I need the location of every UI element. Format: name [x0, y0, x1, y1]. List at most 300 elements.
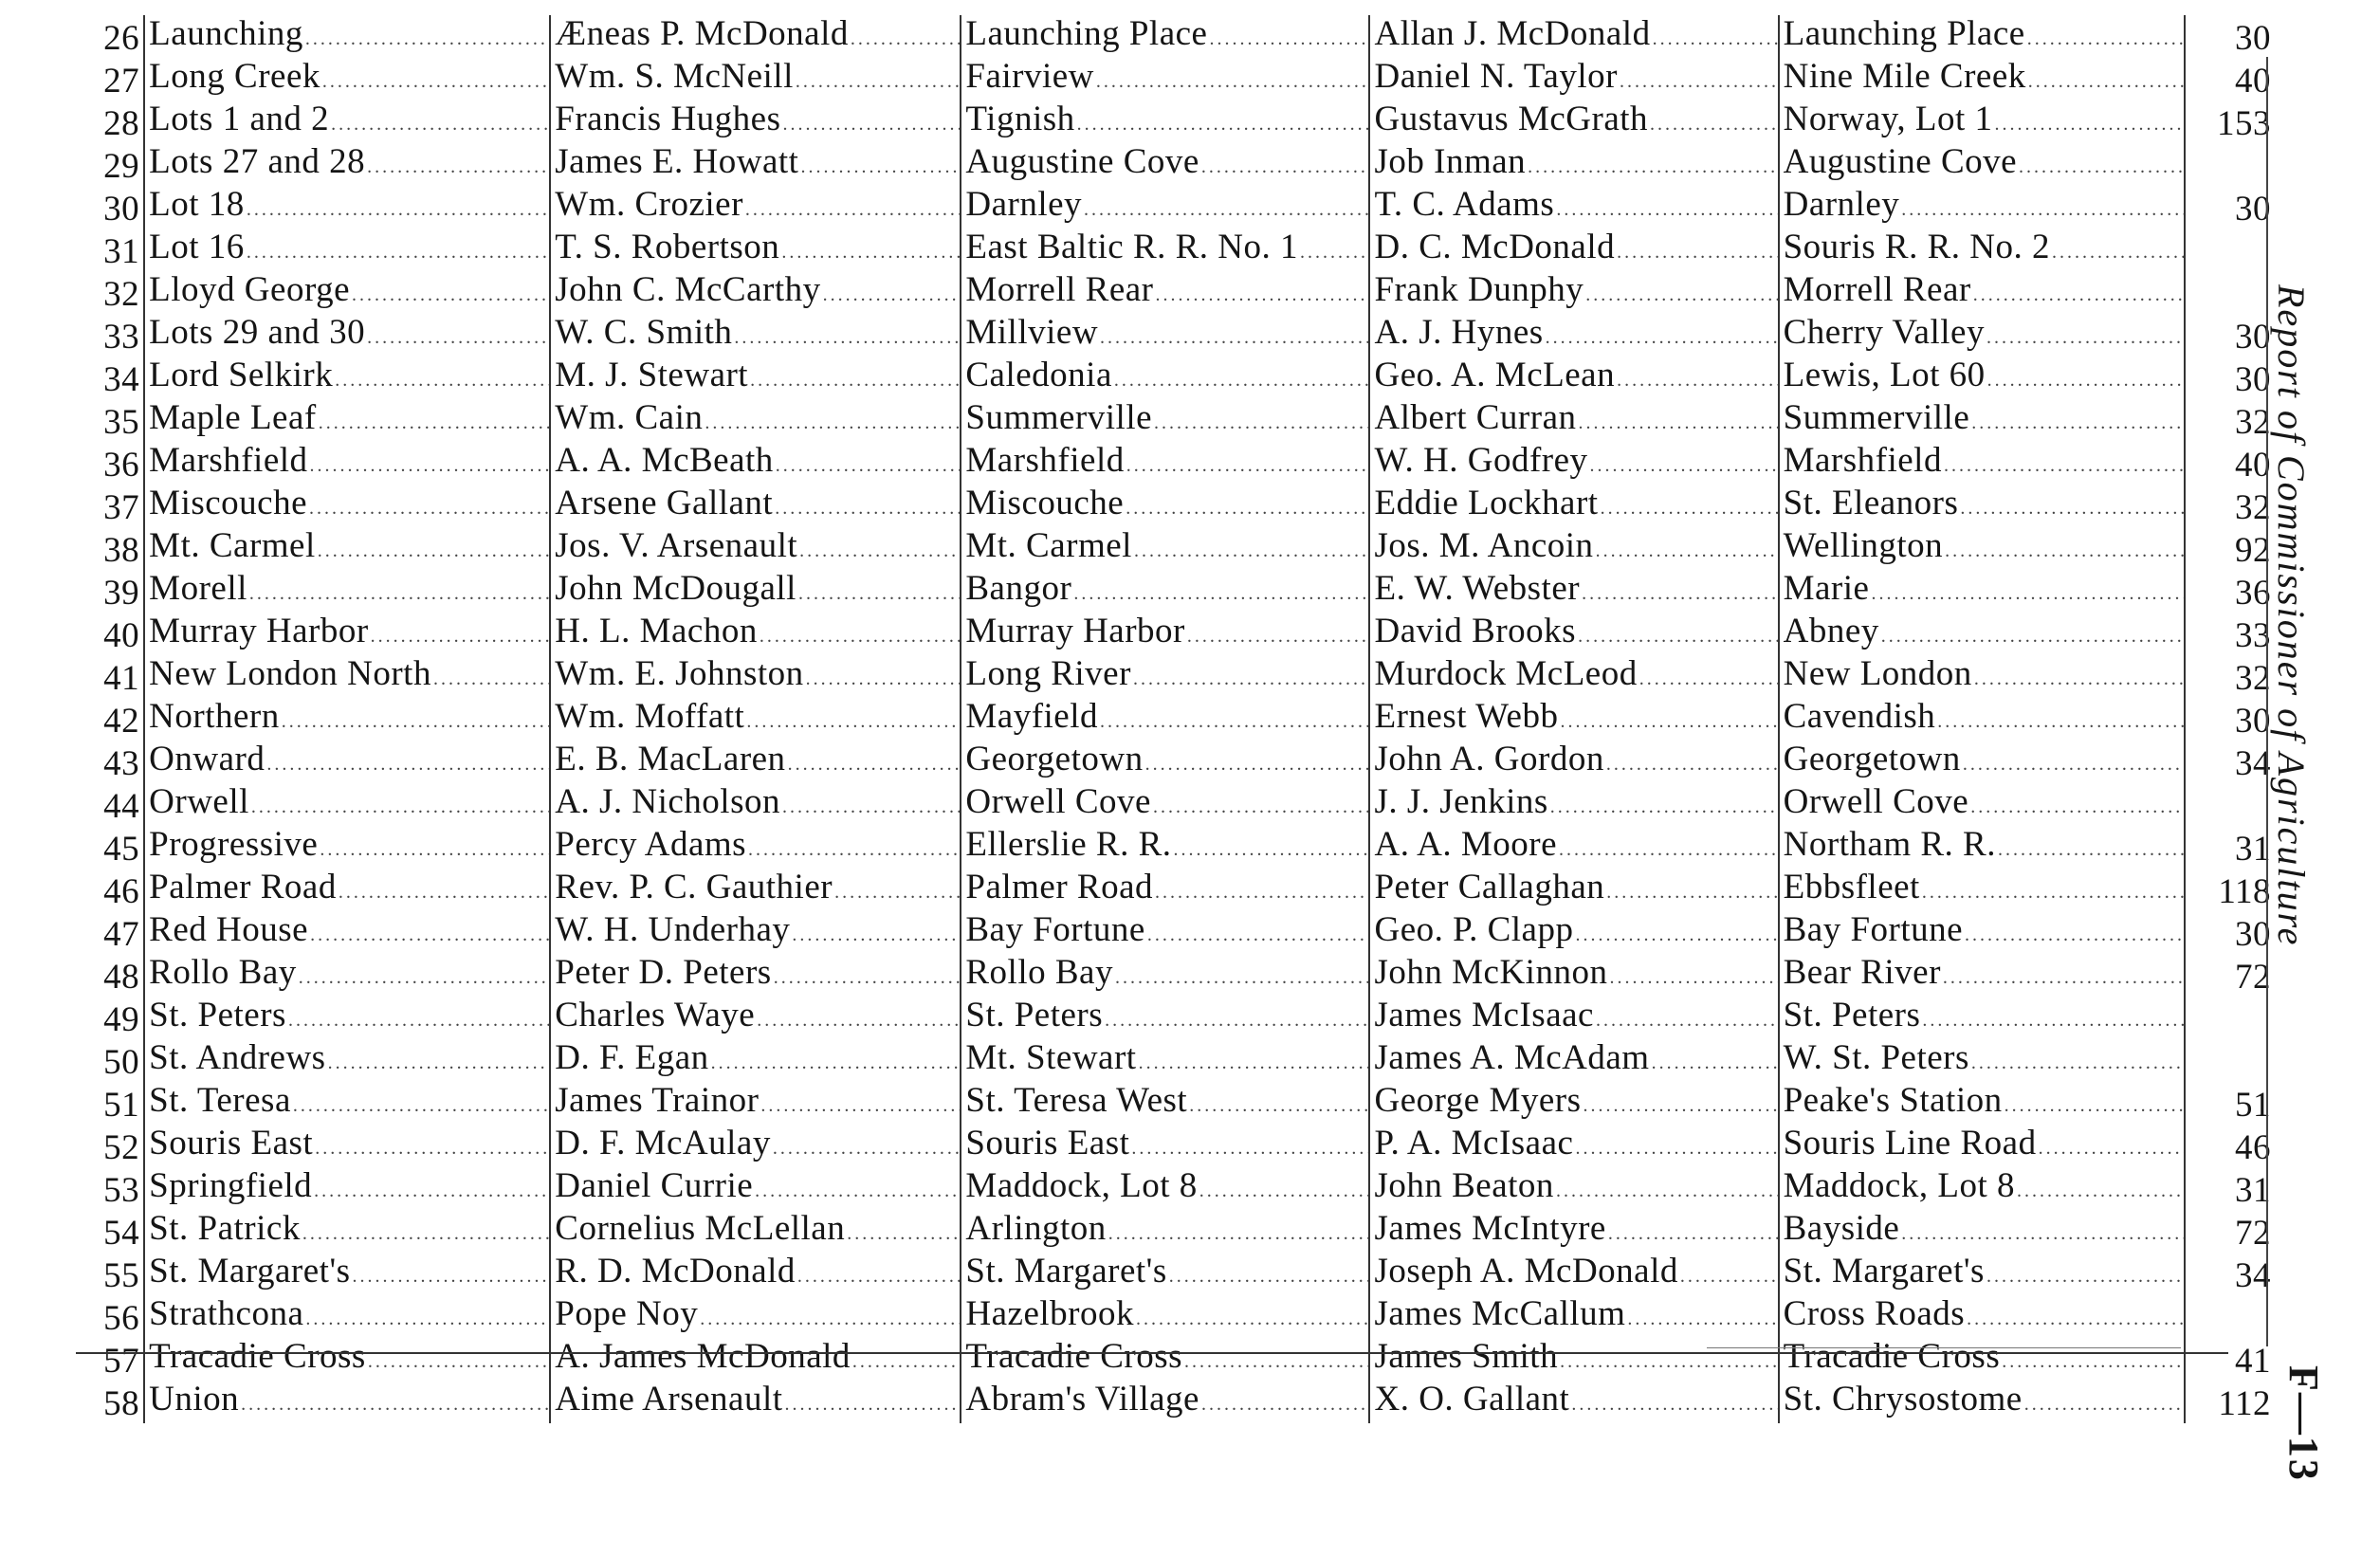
- secretary-address-wrap: [1780, 613, 2184, 655]
- secretary-address-wrap: [1780, 954, 2184, 997]
- leader-dots: [2005, 1087, 2184, 1125]
- president-address-cell: [961, 1039, 1369, 1082]
- secretary-name-cell: [1369, 485, 1778, 527]
- leader-dots: [319, 404, 550, 442]
- row-number: 39: [103, 574, 140, 613]
- president-address: St. Teresa West: [965, 1082, 1188, 1120]
- leader-dots: [1169, 1257, 1369, 1295]
- secretary-address: Marshfield: [1783, 442, 1942, 480]
- secretary-name-wrap: [1370, 1167, 1777, 1210]
- secretary-address-cell: [1779, 357, 2185, 399]
- president-name-wrap: [551, 143, 960, 186]
- secretary-name-wrap: [1370, 954, 1777, 997]
- secretary-address-wrap: [1780, 783, 2184, 826]
- members-count: 40: [2185, 58, 2280, 101]
- row-number: 33: [103, 318, 140, 357]
- president-name-cell: [550, 485, 961, 527]
- secretary-address-wrap: [1780, 58, 2184, 101]
- secretary-address-cell: [1779, 58, 2185, 101]
- secretary-name-cell: [1369, 741, 1778, 783]
- secretary-address-cell: [1779, 1338, 2185, 1381]
- president-name-wrap: [551, 698, 960, 741]
- president-address: Georgetown: [965, 741, 1144, 778]
- members-count: 92: [2185, 527, 2280, 570]
- table-row: [76, 229, 2280, 271]
- society-name-wrap: [145, 101, 549, 143]
- president-name-wrap: [551, 911, 960, 954]
- leader-dots: [1945, 532, 2184, 570]
- secretary-name: P. A. McIsaac: [1374, 1125, 1574, 1162]
- president-address-wrap: [961, 869, 1368, 911]
- society-name-cell: [144, 1125, 550, 1167]
- society-name-cell: [144, 1381, 550, 1423]
- leader-dots: [1585, 276, 1777, 314]
- societies-table: [76, 15, 2280, 1423]
- society-name: Springfield: [149, 1167, 313, 1205]
- leader-dots: [792, 916, 960, 954]
- secretary-address-cell: [1779, 485, 2185, 527]
- leader-dots: [1617, 233, 1777, 271]
- president-address: Bangor: [965, 570, 1072, 608]
- society-name-cell: [144, 570, 550, 613]
- leader-dots: [757, 1001, 960, 1039]
- society-name-cell: [144, 613, 550, 655]
- president-address-cell: [961, 826, 1369, 869]
- president-address-wrap: [961, 1082, 1368, 1125]
- president-name-cell: [550, 101, 961, 143]
- president-address-wrap: [961, 527, 1368, 570]
- leader-dots: [288, 1001, 549, 1039]
- secretary-address-cell: [1779, 186, 2185, 229]
- leader-dots: [1973, 276, 2184, 314]
- secretary-address-wrap: [1780, 1039, 2184, 1082]
- secretary-name-wrap: [1370, 58, 1777, 101]
- president-address-wrap: [961, 954, 1368, 997]
- leader-dots: [282, 703, 550, 741]
- president-name-cell: [550, 698, 961, 741]
- leader-dots: [1596, 532, 1778, 570]
- president-address-wrap: [961, 1253, 1368, 1295]
- president-address-cell: [961, 314, 1369, 357]
- table-row: [76, 698, 2280, 741]
- table-row: [76, 15, 2280, 58]
- president-name: Peter D. Peters: [555, 954, 772, 992]
- society-name-wrap: [145, 357, 549, 399]
- society-name-wrap: [145, 1125, 549, 1167]
- president-name-wrap: [551, 399, 960, 442]
- secretary-address: Morrell Rear: [1783, 271, 1971, 309]
- president-address: Hazelbrook: [965, 1295, 1134, 1333]
- leader-dots: [1156, 276, 1369, 314]
- secretary-name: Gustavus McGrath: [1374, 101, 1649, 138]
- leader-dots: [299, 959, 550, 997]
- president-name-cell: [550, 271, 961, 314]
- president-name-wrap: [551, 1039, 960, 1082]
- president-name-wrap: [551, 271, 960, 314]
- members-count: 31: [2185, 1167, 2280, 1210]
- president-name-cell: [550, 1210, 961, 1253]
- society-name: Lot 18: [149, 186, 245, 224]
- president-name-cell: [550, 314, 961, 357]
- leader-dots: [1606, 745, 1778, 783]
- row-number: 45: [103, 830, 140, 869]
- president-address: Long River: [965, 655, 1131, 693]
- president-address-cell: [961, 143, 1369, 186]
- president-address: East Baltic R. R. No. 1: [965, 229, 1299, 266]
- leader-dots: [293, 1087, 549, 1125]
- president-address-cell: [961, 1210, 1369, 1253]
- president-name-wrap: [551, 826, 960, 869]
- society-name-wrap: [145, 741, 549, 783]
- leader-dots: [1590, 447, 1778, 485]
- president-name-cell: [550, 783, 961, 826]
- table-row: [76, 1295, 2280, 1338]
- secretary-address-cell: [1779, 954, 2185, 997]
- secretary-name-wrap: [1370, 442, 1777, 485]
- leader-dots: [320, 831, 549, 869]
- secretary-name-cell: [1369, 954, 1778, 997]
- leader-dots: [1300, 233, 1368, 271]
- president-name-wrap: [551, 1125, 960, 1167]
- society-name-cell: [144, 997, 550, 1039]
- president-name: W. C. Smith: [555, 314, 733, 352]
- leader-dots: [1115, 959, 1369, 997]
- secretary-name-wrap: [1370, 570, 1777, 613]
- secretary-name-cell: [1369, 869, 1778, 911]
- secretary-address: Summerville: [1783, 399, 1970, 437]
- president-address-cell: [961, 954, 1369, 997]
- secretary-name-cell: [1369, 186, 1778, 229]
- secretary-name-cell: [1369, 1210, 1778, 1253]
- president-address: Darnley: [965, 186, 1083, 224]
- leader-dots: [1174, 831, 1369, 869]
- secretary-name: James McIntyre: [1374, 1210, 1606, 1248]
- secretary-address: Maddock, Lot 8: [1783, 1167, 2015, 1205]
- society-name: Souris East: [149, 1125, 314, 1162]
- leader-dots: [1578, 617, 1778, 655]
- president-name-wrap: [551, 15, 960, 58]
- leader-dots: [1987, 361, 2184, 399]
- president-name-cell: [550, 1253, 961, 1295]
- leader-dots: [249, 575, 549, 613]
- secretary-name-wrap: [1370, 399, 1777, 442]
- row-number: 29: [103, 147, 140, 186]
- leader-dots: [1596, 1001, 1778, 1039]
- leader-dots: [785, 1385, 961, 1423]
- secretary-address-cell: [1779, 1125, 2185, 1167]
- secretary-address-wrap: [1780, 1210, 2184, 1253]
- secretary-name-wrap: [1370, 1338, 1777, 1381]
- members-count: 30: [2185, 186, 2280, 229]
- president-address-wrap: [961, 1210, 1368, 1253]
- leader-dots: [1131, 1129, 1368, 1167]
- leader-dots: [2017, 1172, 2184, 1210]
- row-number: 43: [103, 744, 140, 783]
- secretary-address-cell: [1779, 613, 2185, 655]
- president-address-wrap: [961, 357, 1368, 399]
- president-address: Miscouche: [965, 485, 1125, 522]
- society-name-wrap: [145, 1210, 549, 1253]
- page-number: F—13: [2280, 1365, 2327, 1482]
- society-name-cell: [144, 826, 550, 869]
- society-name: Red House: [149, 911, 309, 949]
- secretary-name-wrap: [1370, 229, 1777, 271]
- leader-dots: [1582, 575, 1778, 613]
- president-name-wrap: [551, 1381, 960, 1423]
- leader-dots: [2052, 233, 2184, 271]
- society-name: St. Andrews: [149, 1039, 326, 1077]
- secretary-address-wrap: [1780, 399, 2184, 442]
- secretary-address-cell: [1779, 271, 2185, 314]
- president-address-cell: [961, 527, 1369, 570]
- president-name-wrap: [551, 485, 960, 527]
- leader-dots: [368, 1343, 549, 1381]
- secretary-address-wrap: [1780, 1295, 2184, 1338]
- president-name: Daniel Currie: [555, 1167, 754, 1205]
- leader-dots: [1579, 404, 1778, 442]
- row-number: 58: [103, 1384, 140, 1423]
- secretary-name-wrap: [1370, 101, 1777, 143]
- president-name-wrap: [551, 954, 960, 997]
- leader-dots: [1922, 873, 2184, 911]
- secretary-address-cell: [1779, 911, 2185, 954]
- society-name-cell: [144, 741, 550, 783]
- leader-dots: [1881, 617, 2184, 655]
- row-number: 41: [103, 659, 140, 698]
- leader-dots: [1560, 703, 1777, 741]
- secretary-name-cell: [1369, 58, 1778, 101]
- leader-dots: [1105, 1001, 1368, 1039]
- members-count: 32: [2185, 655, 2280, 698]
- secretary-address-wrap: [1780, 869, 2184, 911]
- row-number: 40: [103, 616, 140, 655]
- secretary-name-wrap: [1370, 869, 1777, 911]
- president-name-cell: [550, 143, 961, 186]
- leader-dots: [322, 63, 549, 101]
- secretary-address: Launching Place: [1783, 15, 2025, 53]
- society-name-wrap: [145, 229, 549, 271]
- leader-dots: [1617, 361, 1778, 399]
- leader-dots: [760, 617, 961, 655]
- secretary-address-cell: [1779, 143, 2185, 186]
- president-name-wrap: [551, 186, 960, 229]
- secretary-name-cell: [1369, 911, 1778, 954]
- secretary-name-cell: [1369, 101, 1778, 143]
- president-name: John C. McCarthy: [555, 271, 821, 309]
- secretary-name-cell: [1369, 570, 1778, 613]
- society-name: Lord Selkirk: [149, 357, 334, 394]
- secretary-name-wrap: [1370, 826, 1777, 869]
- secretary-name-cell: [1369, 698, 1778, 741]
- president-name-cell: [550, 613, 961, 655]
- secretary-address-wrap: [1780, 229, 2184, 271]
- leader-dots: [2024, 1385, 2184, 1423]
- secretary-address-cell: [1779, 1381, 2185, 1423]
- secretary-name-wrap: [1370, 1125, 1777, 1167]
- secretary-address-wrap: [1780, 1253, 2184, 1295]
- secretary-name: Geo. P. Clapp: [1374, 911, 1574, 949]
- president-address-cell: [961, 1381, 1369, 1423]
- leader-dots: [328, 1044, 550, 1082]
- society-name: Murray Harbor: [149, 613, 369, 650]
- president-address-cell: [961, 101, 1369, 143]
- row-number: 37: [103, 488, 140, 527]
- society-name-wrap: [145, 271, 549, 314]
- society-name-cell: [144, 186, 550, 229]
- table-row: [76, 570, 2280, 613]
- secretary-name-wrap: [1370, 143, 1777, 186]
- secretary-name: John McKinnon: [1374, 954, 1608, 992]
- leader-dots: [750, 361, 960, 399]
- table-row: [76, 1210, 2280, 1253]
- society-name-cell: [144, 229, 550, 271]
- leader-dots: [1937, 703, 2183, 741]
- secretary-name: Albert Curran: [1374, 399, 1577, 437]
- secretary-name-wrap: [1370, 485, 1777, 527]
- secretary-address-wrap: [1780, 1125, 2184, 1167]
- members-count: 30: [2185, 698, 2280, 741]
- president-address: Fairview: [965, 58, 1094, 96]
- president-address-cell: [961, 655, 1369, 698]
- leader-dots: [1155, 873, 1368, 911]
- secretary-name: James Smith: [1374, 1338, 1559, 1376]
- president-address-wrap: [961, 613, 1368, 655]
- president-name-cell: [550, 1167, 961, 1210]
- president-name-cell: [550, 741, 961, 783]
- secretary-address: Orwell Cove: [1783, 783, 1969, 821]
- leader-dots: [806, 660, 961, 698]
- row-number: 36: [103, 446, 140, 485]
- secretary-name: X. O. Gallant: [1374, 1381, 1570, 1419]
- leader-dots: [796, 63, 961, 101]
- leader-dots: [247, 191, 549, 229]
- society-name-wrap: [145, 442, 549, 485]
- secretary-name-wrap: [1370, 186, 1777, 229]
- table-row: [76, 1082, 2280, 1125]
- leader-dots: [797, 1257, 960, 1295]
- secretary-name-wrap: [1370, 1381, 1777, 1423]
- president-name-cell: [550, 1125, 961, 1167]
- table-row: [76, 442, 2280, 485]
- president-name: Æneas P. McDonald: [555, 15, 849, 53]
- president-name-cell: [550, 1295, 961, 1338]
- society-name-wrap: [145, 1039, 549, 1082]
- leader-dots: [1154, 404, 1368, 442]
- society-name-cell: [144, 1210, 550, 1253]
- table-row: [76, 1125, 2280, 1167]
- row-number: 28: [103, 104, 140, 143]
- table-row: [76, 954, 2280, 997]
- president-name: A. A. McBeath: [555, 442, 774, 480]
- members-count: 40: [2185, 442, 2280, 485]
- president-address-cell: [961, 1295, 1369, 1338]
- society-name: St. Peters: [149, 997, 286, 1034]
- table-row: [76, 399, 2280, 442]
- society-name-cell: [144, 1082, 550, 1125]
- row-number: 44: [103, 787, 140, 826]
- president-address-cell: [961, 271, 1369, 314]
- leader-dots: [2028, 63, 2184, 101]
- president-address-wrap: [961, 741, 1368, 783]
- leader-dots: [1556, 191, 1777, 229]
- leader-dots: [2039, 1129, 2184, 1167]
- society-name-cell: [144, 698, 550, 741]
- secretary-address-cell: [1779, 570, 2185, 613]
- secretary-address: W. St. Peters: [1783, 1039, 1969, 1077]
- society-name: Union: [149, 1381, 240, 1419]
- secretary-name-cell: [1369, 655, 1778, 698]
- members-count: 31: [2185, 826, 2280, 869]
- members-count: 34: [2185, 741, 2280, 783]
- president-name-cell: [550, 527, 961, 570]
- table-row: [76, 869, 2280, 911]
- secretary-name-wrap: [1370, 314, 1777, 357]
- president-name: A. J. Nicholson: [555, 783, 780, 821]
- secretary-name-wrap: [1370, 1295, 1777, 1338]
- president-address-wrap: [961, 997, 1368, 1039]
- leader-dots: [1998, 831, 2184, 869]
- president-address: Abram's Village: [965, 1381, 1199, 1419]
- president-name-wrap: [551, 783, 960, 826]
- president-name-cell: [550, 399, 961, 442]
- secretary-address-cell: [1779, 527, 2185, 570]
- row-number: 38: [103, 531, 140, 570]
- society-name-wrap: [145, 1082, 549, 1125]
- secretary-name-cell: [1369, 229, 1778, 271]
- secretary-address-cell: [1779, 101, 2185, 143]
- president-name: Jos. V. Arsenault: [555, 527, 798, 565]
- president-address-cell: [961, 1167, 1369, 1210]
- secretary-name: James A. McAdam: [1374, 1039, 1650, 1077]
- president-address-cell: [961, 442, 1369, 485]
- society-name: St. Patrick: [149, 1210, 301, 1248]
- row-number: 51: [103, 1086, 140, 1125]
- society-name-cell: [144, 314, 550, 357]
- table-row: [76, 58, 2280, 101]
- society-name-wrap: [145, 314, 549, 357]
- society-name-cell: [144, 1295, 550, 1338]
- secretary-address: Augustine Cove: [1783, 143, 2018, 181]
- society-name: Lots 1 and 2: [149, 101, 330, 138]
- secretary-name: Jos. M. Ancoin: [1374, 527, 1594, 565]
- society-name-wrap: [145, 1381, 549, 1423]
- secretary-name: A. J. Hynes: [1374, 314, 1544, 352]
- secretary-name-wrap: [1370, 1210, 1777, 1253]
- secretary-address-cell: [1779, 869, 2185, 911]
- president-address-wrap: [961, 1338, 1368, 1381]
- leader-dots: [1153, 788, 1369, 826]
- president-address: Murray Harbor: [965, 613, 1185, 650]
- secretary-name: John A. Gordon: [1374, 741, 1604, 778]
- secretary-name-wrap: [1370, 997, 1777, 1039]
- row-number: 52: [103, 1128, 140, 1167]
- society-name: Lots 27 and 28: [149, 143, 366, 181]
- secretary-name: Murdock McLeod: [1374, 655, 1638, 693]
- president-name-wrap: [551, 997, 960, 1039]
- president-address-cell: [961, 698, 1369, 741]
- leader-dots: [1639, 660, 1778, 698]
- society-name-wrap: [145, 485, 549, 527]
- row-number: 55: [103, 1256, 140, 1295]
- secretary-address: Abney: [1783, 613, 1879, 650]
- society-name-cell: [144, 527, 550, 570]
- society-name: Lot 16: [149, 229, 245, 266]
- president-name: R. D. McDonald: [555, 1253, 796, 1291]
- secretary-name: T. C. Adams: [1374, 186, 1555, 224]
- leader-dots: [1960, 489, 2183, 527]
- leader-dots: [1559, 831, 1778, 869]
- secretary-name: David Brooks: [1374, 613, 1577, 650]
